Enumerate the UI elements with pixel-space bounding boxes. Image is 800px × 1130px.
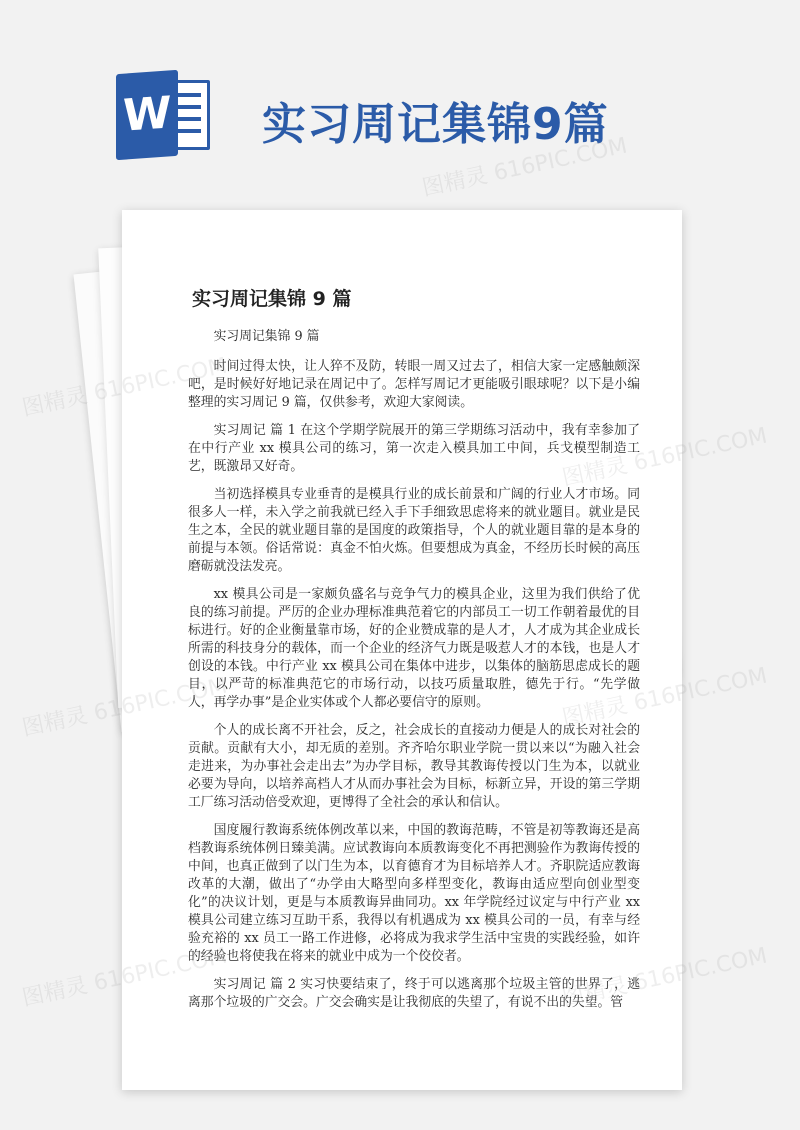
paragraph: 个人的成长离不开社会，反之，社会成长的直接动力便是人的成长对社会的贡献。贡献有大小，却无质的差别。齐齐哈尔职业学院一贯以来以“为融入社会走进来，为办事社会走出去”为办学目标，教导其教诲传授以门生为本，以就业必要为导向，以培养高档人才从而办事社会为目标，标新立异，开设的第三学期工厂练习活动倍受欢迎，更博得了全社会的承认和信认。 [188, 723, 640, 810]
document-subtitle: 实习周记集锦 9 篇 [213, 329, 320, 344]
watermark: 616PIC.COM [631, 423, 770, 477]
document-page [122, 210, 682, 1090]
paragraph: xx 模具公司是一家颇负盛名与竞争气力的模具企业，这里为我们供给了优良的练习前提。严厉的企业办理标准典范着它的内部员工一切工作朝着最优的目标进行。好的企业衡量靠市场，好的企业赞成靠的是人才，人才成为其企业成长所需的科技身分的载体，而一个企业的经济气力既是吸惹人才的本钱，也是人才创设的本钱。中行产业 xx 模具公司在集体中进步，以集体的脑筋思虑成长的题目，以严苛的标准典范它的市场行动，以技巧质量取胜，德先于行。“先学做人，再学办事”是企业实体或个人都必要信守的原则。 [188, 587, 640, 710]
banner-title: 实习周记集锦9篇 [262, 99, 609, 150]
paragraph: 实习周记 篇 1 在这个学期学院展开的第三学期练习活动中，我有幸参加了在中行产业 xx 模具公司的练习，第一次走入模具加工中间，兵戈模型制造工艺，既激昂又好奇。 [188, 423, 640, 474]
banner [0, 0, 800, 200]
watermark: 图精灵 [20, 703, 90, 742]
word-document-icon [116, 72, 212, 158]
watermark: 616PIC.COM [631, 943, 770, 997]
watermark: 图精灵 [20, 383, 90, 422]
paragraph: 国度履行教诲系统体例改革以来，中国的教诲范畴，不管是初等教诲还是高档教诲系统体例日臻美满。应试教诲向本质教诲变化不再把测验作为教诲传授的中间，也真正做到了以门生为本，以育德育才为目标培养人才。齐职院适应教诲改革的大潮，做出了“办学由大略型向多样型变化，教诲由适应型向创业型变化”的决议计划，更是与本质教诲异曲同功。xx 年学院经过议定与中行产业 xx 模具公司建立练习互助干系，我得以有机遇成为 xx 模具公司的一员，有幸与经验充裕的 xx 员工一路工作进修，必将成为我求学生活中宝贵的实践经验，如许的经验也将使我在将来的就业中成为一个佼佼者。 [188, 823, 640, 964]
word-logo-letter: W [116, 70, 178, 160]
watermark: 616PIC.COM [631, 663, 770, 717]
paragraph-intro: 时间过得太快，让人猝不及防，转眼一周又过去了，相信大家一定感触颇深吧，是时候好好地记录在周记中了。怎样写周记才更能吸引眼球呢？以下是小编整理的实习周记 9 篇，仅供参考，欢迎大家阅读。 [188, 359, 640, 410]
document-title: 实习周记集锦 9 篇 [192, 288, 352, 310]
watermark: 图精灵 [20, 973, 90, 1012]
paragraph: 当初选择模具专业垂青的是模具行业的成长前景和广阔的行业人才市场。同很多人一样，未入学之前我就已经入手下手细致思虑将来的就业题目。就业是民生之本，全民的就业题目靠的是国度的政策指导，个人的就业题目靠的是本身的前提与本领。俗话常说：真金不怕火炼。但要想成为真金，不经历长时候的高压磨砺就没法发亮。 [188, 487, 640, 574]
document-body [188, 328, 640, 1022]
watermark: 图精灵 616PIC.COM [420, 133, 630, 202]
paragraph-truncated: 实习周记 篇 2 实习快要结束了，终于可以逃离那个垃圾主管的世界了，逃离那个垃圾的广交会。广交会确实是让我彻底的失望了，有说不出的失望。管 [188, 977, 640, 1010]
